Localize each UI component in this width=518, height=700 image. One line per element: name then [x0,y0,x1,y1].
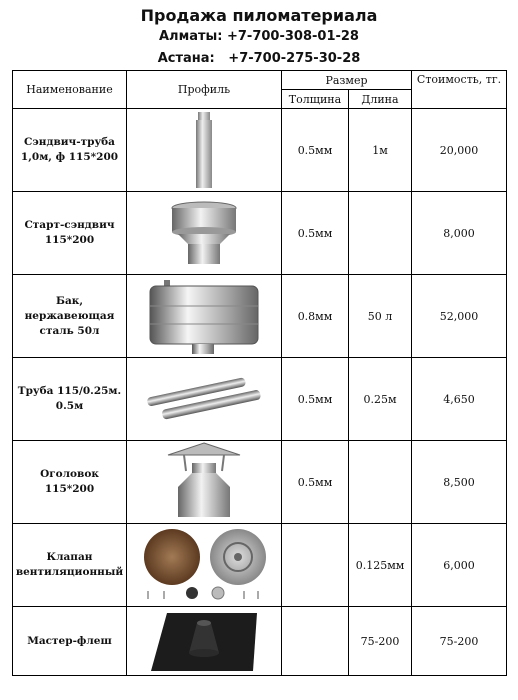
item-thickness [282,524,349,607]
item-name: Старт-сэндвич 115*200 [13,192,127,275]
table-row [13,109,507,192]
item-thickness: 0.5мм [282,441,349,524]
header-thickness: Толщина [282,90,349,109]
item-price: 4,650 [412,358,507,441]
page-title: Продажа пиломатериала [140,6,378,25]
vent-valve-icon [127,524,282,607]
item-name: Бак, нержавеющая сталь 50л [13,275,127,358]
item-length [349,441,412,524]
item-length: 0.25м [349,358,412,441]
table-row [13,275,507,358]
header-profile: Профиль [127,71,282,109]
steel-tank-icon [127,275,282,358]
table-row [13,607,507,676]
sandwich-pipe-icon [127,109,282,192]
astana-phone: Астана: +7-700-275-30-28 [157,51,361,66]
header-size: Размер [282,71,412,90]
header-name: Наименование [13,71,127,109]
item-price: 6,000 [412,524,507,607]
item-thickness [282,607,349,676]
header-price: Стоимость, тг. [412,71,507,109]
header-length: Длина [349,90,412,109]
item-price: 20,000 [412,109,507,192]
item-price: 8,500 [412,441,507,524]
table-row [13,441,507,524]
item-price: 75-200 [412,607,507,676]
table-row [13,524,507,607]
almaty-phone: Алматы: +7-700-308-01-28 [159,29,359,44]
item-length: 50 л [349,275,412,358]
master-flash-icon [127,607,282,676]
pipes-icon [127,358,282,441]
price-table [12,70,507,676]
item-length: 75-200 [349,607,412,676]
start-sandwich-icon [127,192,282,275]
item-name: Сэндвич-труба 1,0м, ф 115*200 [13,109,127,192]
item-name: Мастер-флеш [13,607,127,676]
table-row [13,358,507,441]
item-thickness: 0.5мм [282,109,349,192]
item-thickness: 0.5мм [282,192,349,275]
item-name: Оголовок 115*200 [13,441,127,524]
item-length: 1м [349,109,412,192]
item-thickness: 0.8мм [282,275,349,358]
item-length: 0.125мм [349,524,412,607]
chimney-cap-icon [127,441,282,524]
item-price: 8,000 [412,192,507,275]
item-thickness: 0.5мм [282,358,349,441]
item-length [349,192,412,275]
item-price: 52,000 [412,275,507,358]
table-row [13,192,507,275]
item-name: Труба 115/0.25м. 0.5м [13,358,127,441]
item-name: Клапан вентиляционный [13,524,127,607]
